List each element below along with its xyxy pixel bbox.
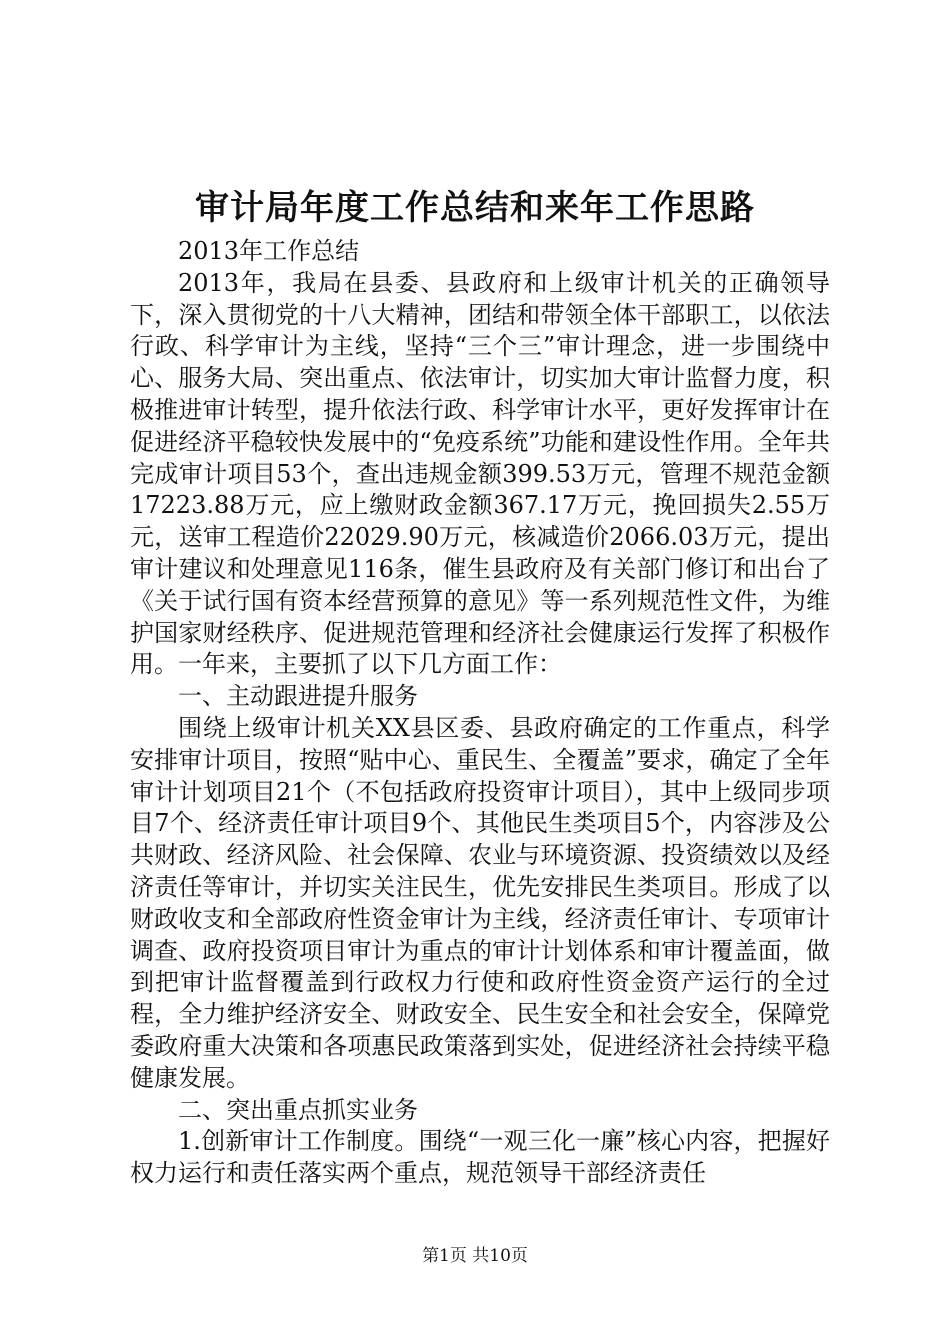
section-heading-summary: 2013年工作总结: [178, 237, 360, 265]
paragraph-innovation: 1.创新审计工作制度。围绕“一观三化一廉”核心内容，把握好权力运行和责任落实两个重点，规范领导干部经济责任: [130, 1127, 830, 1188]
section-heading-service: 一、主动跟进提升服务: [178, 682, 418, 711]
paragraph-service: 围绕上级审计机关XX县区委、县政府确定的工作重点，科学安排审计项目，按照“贴中心、重民生、全覆盖”要求，确定了全年审计计划项目21个（不包括政府投资审计项目），其中上级同步项目7个、经济责任审计项目9个、其他民生类项目5个，内容涉及公共财政、经济风险、社会保障、农业与环境资源、投资绩效以及经济责任等审计，并切实关注民生，优先安排民生类项目。形成了以财政收支和全部政府性资金审计为主线，经济责任审计、专项审计调查、政府投资项目审计为重点的审计计划体系和审计覆盖面，做到把审计监督覆盖到行政权力行使和政府性资金资产运行的全过程，全力维护经济安全、财政安全、民生安全和社会安全，保障党委政府重大决策和各项惠民政策落到实处，促进经济社会持续平稳健康发展。: [130, 713, 830, 1092]
section-heading-business: 二、突出重点抓实业务: [178, 1095, 418, 1124]
page-footer: 第1页 共10页: [422, 1246, 528, 1266]
document-title: 审计局年度工作总结和来年工作思路: [195, 188, 755, 228]
document-body: [130, 236, 830, 1190]
paragraph-overview: 2013年，我局在县委、县政府和上级审计机关的正确领导下，深入贯彻党的十八大精神，团结和带领全体干部职工，以依法行政、科学审计为主线，坚持“三个三”审计理念，进一步围绕中心、服务大局、突出重点、依法审计，切实加大审计监督力度，积极推进审计转型，提升依法行政、科学审计水平，更好发挥审计在促进经济平稳较快发展中的“免疫系统”功能和建设性作用。全年共完成审计项目53个，查出违规金额399.53万元，管理不规范金额17223.88万元，应上缴财政金额367.17万元，挽回损失2.55万元，送审工程造价22029.90万元，核减造价2066.03万元，提出审计建议和处理意见116条，催生县政府及有关部门修订和出台了《关于试行国有资本经营预算的意见》等一系列规范性文件，为维护国家财经秩序、促进规范管理和经济社会健康运行发挥了积极作用。一年来，主要抓了以下几方面工作：: [130, 268, 830, 679]
